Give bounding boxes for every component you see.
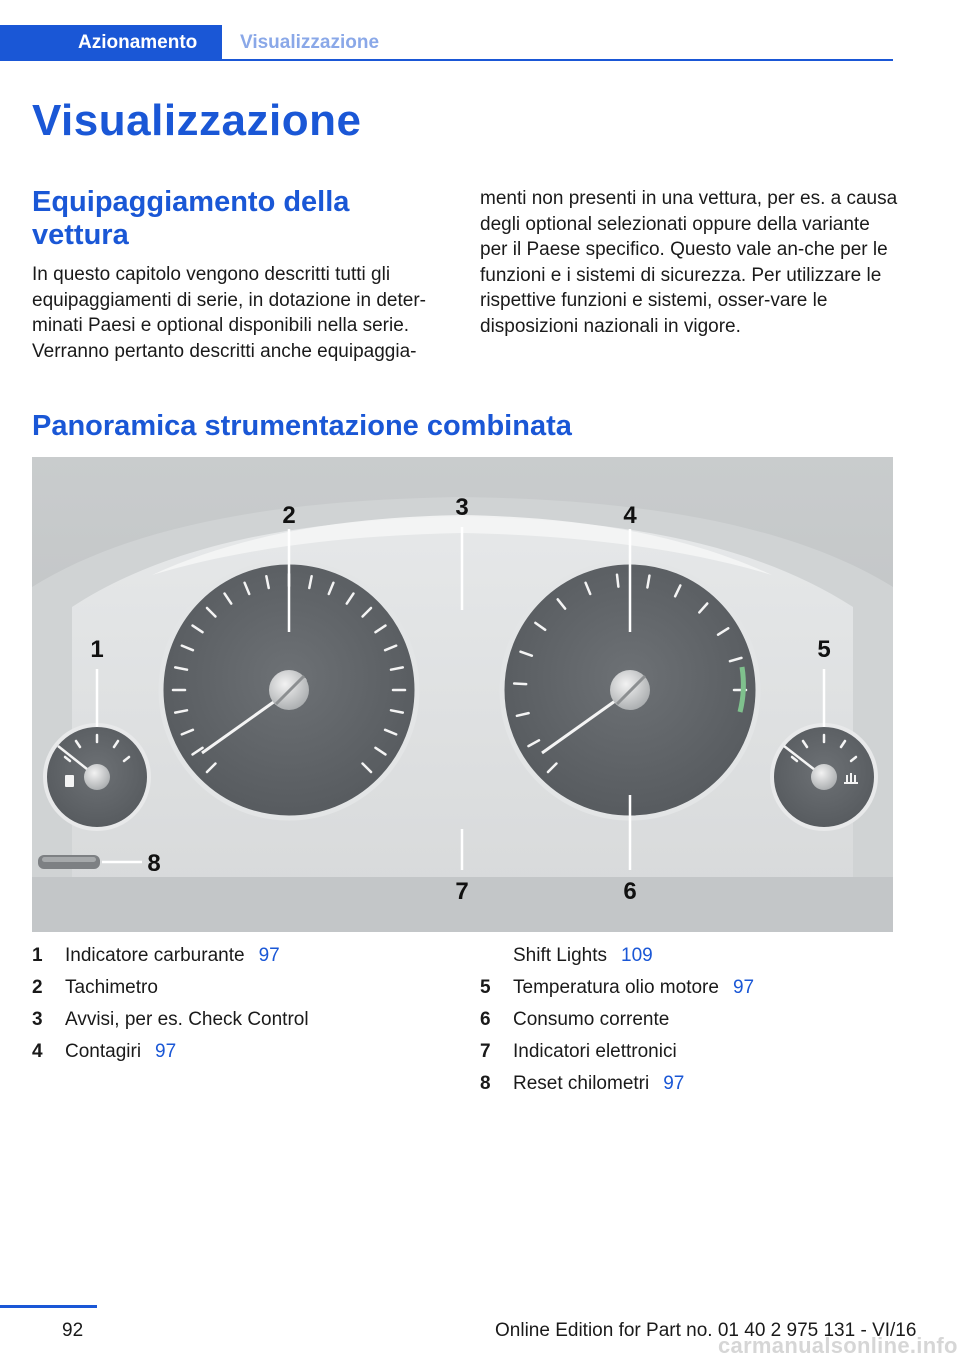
footer-rule [0, 1305, 97, 1308]
legend-right [480, 944, 900, 1104]
page-number: 92 [62, 1320, 84, 1341]
page-ref-link[interactable]: 97 [732, 977, 755, 998]
dial-tick [514, 683, 526, 684]
page-ref-link[interactable]: 109 [621, 945, 653, 966]
callout-7: 7 [455, 878, 469, 905]
legend-item: 7 Indicatori elettronici [480, 1041, 677, 1062]
instrument-cluster-illustration [32, 457, 893, 932]
intro-text-left: In questo capitolo vengono descritti tutti gli equipaggiamenti di serie, in dotazione in deter-minati Paesi e optional disponibili nella serie. Verranno pertanto descritti anche equipaggia- [32, 264, 426, 362]
callout-4: 4 [623, 502, 637, 529]
legend-item: 5 Temperatura olio motore 97 [480, 977, 755, 998]
legend-item: 1 Indicatore carburante 97 [32, 945, 280, 966]
legend-item: 6 Consumo corrente [480, 1009, 670, 1030]
callout-6: 6 [623, 878, 637, 905]
column-right [480, 186, 898, 339]
page-ref-link[interactable]: 97 [663, 1073, 685, 1094]
fuel-pump-icon [65, 775, 74, 787]
legend-item: 4 Contagiri 97 [32, 1041, 177, 1062]
header-bar [0, 25, 893, 61]
instrument-cluster-figure [32, 457, 893, 932]
edition-note: Online Edition for Part no. 01 40 2 975 131 - VI/16 [495, 1320, 917, 1341]
callout-5: 5 [817, 636, 831, 663]
column-left [32, 186, 450, 364]
section-heading-panoramica: Panoramica strumentazione combinata [32, 410, 572, 442]
tab-visualizzazione[interactable]: Visualizzazione [240, 32, 380, 53]
fuel-gauge [45, 725, 149, 829]
intro-text-right: menti non presenti in una vettura, per es. a causa degli optional selezionati oppure della variante per il Paese specifico. Questo vale an-che per le funzioni e i sistemi di sicurezza. Per utilizzare le rispettive funzioni e sistemi, osser-vare le disposizioni nazionali in vigore. [480, 188, 898, 337]
callout-2: 2 [282, 502, 296, 529]
header-rule [0, 59, 893, 61]
legend-item: 8 Reset chilometri 97 [480, 1073, 685, 1094]
page-ref-link[interactable]: 97 [258, 945, 280, 966]
page-ref-link[interactable]: 97 [155, 1041, 177, 1062]
legend-item: 3 Avvisi, per es. Check Control [32, 1009, 309, 1030]
legend-item-continuation: Shift Lights 109 [513, 945, 653, 966]
trip-reset-button [38, 855, 100, 869]
callout-8: 8 [147, 850, 161, 877]
section-heading-equipaggiamento: Equipaggiamento della vettura [32, 186, 350, 251]
legend-left [32, 944, 452, 1072]
tab-azionamento[interactable]: Azionamento [0, 25, 222, 61]
legend-item: 2 Tachimetro [32, 977, 158, 998]
watermark: carmanualsonline.info [718, 1333, 958, 1358]
callout-3: 3 [455, 494, 469, 521]
callout-1: 1 [90, 636, 104, 663]
oil-temperature-gauge [772, 725, 876, 829]
dial-tick [617, 575, 618, 587]
page-title: Visualizzazione [32, 96, 362, 145]
